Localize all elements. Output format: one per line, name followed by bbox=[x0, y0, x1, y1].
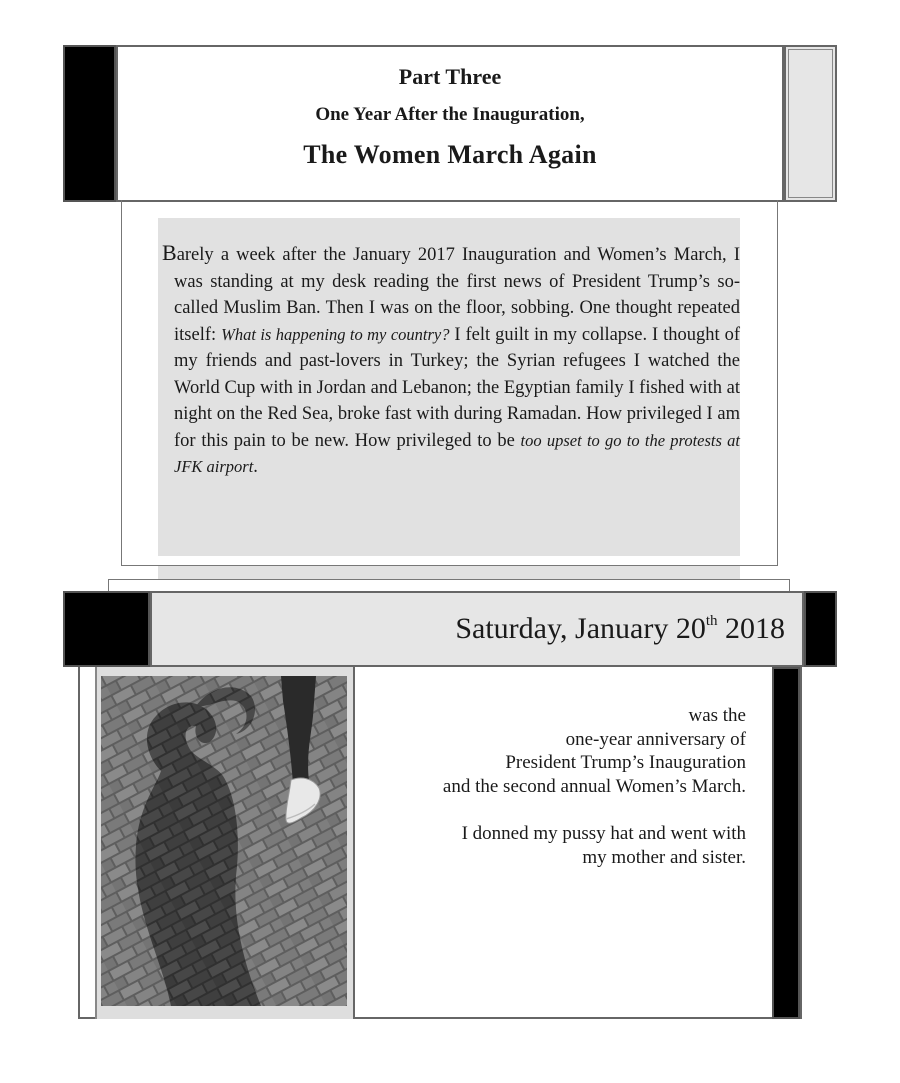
body-end: . bbox=[253, 457, 258, 477]
panel-divider bbox=[108, 579, 790, 591]
part-subtitle: One Year After the Inauguration, bbox=[315, 104, 585, 125]
date-right-block bbox=[804, 591, 837, 667]
date-year: 2018 bbox=[717, 612, 785, 645]
header-left-block bbox=[63, 45, 116, 202]
date-left-block bbox=[63, 591, 150, 667]
caption-line: I donned my pussy hat and went with bbox=[461, 823, 746, 844]
body-lead: arely a week after the January 2017 Inauguration and Women’s March, I was standing at my desk reading the first news of President Trump’s so-called Muslim Ban. Then I was on the floor, sobbing. One thought repeated itself: bbox=[174, 245, 740, 345]
part-title: The Women March Again bbox=[303, 140, 597, 169]
body-italic-question: What is happening to my country? bbox=[221, 324, 450, 344]
caption-paragraph-1 bbox=[360, 704, 746, 798]
part-label: Part Three bbox=[398, 64, 502, 89]
text-panel-strip bbox=[158, 566, 740, 580]
body-italic-protests: too upset to go to the protests at JFK airport bbox=[174, 430, 740, 476]
caption-line: President Trump’s Inauguration bbox=[505, 752, 746, 773]
date-prefix: Saturday, January 20 bbox=[455, 612, 706, 645]
header-right-block bbox=[784, 45, 837, 202]
caption-line: was the bbox=[688, 705, 746, 726]
body-middle: I felt guilt in my collapse. I thought of my friends and past-lovers in Turkey; the Syrian refugees I watched the World Cup with in Jordan and Lebanon; the Egyptian family I fished with at night on the Red Sea, broke fast with during Ramadan. How privileged I am for this pain to be new. How privileged to be bbox=[174, 324, 741, 451]
caption-line: and the second annual Women’s March. bbox=[442, 775, 746, 797]
date-ordinal: th bbox=[705, 613, 718, 629]
date-heading bbox=[150, 612, 785, 646]
shadow-photo-image bbox=[101, 676, 347, 1006]
body-paragraph bbox=[162, 240, 740, 481]
right-black-bar bbox=[772, 667, 800, 1019]
caption-paragraph-2 bbox=[360, 822, 746, 869]
caption-line: my mother and sister. bbox=[582, 846, 746, 868]
shadow-photo bbox=[101, 676, 347, 1006]
drop-cap: B bbox=[162, 240, 177, 265]
caption-line: one-year anniversary of bbox=[565, 728, 746, 750]
